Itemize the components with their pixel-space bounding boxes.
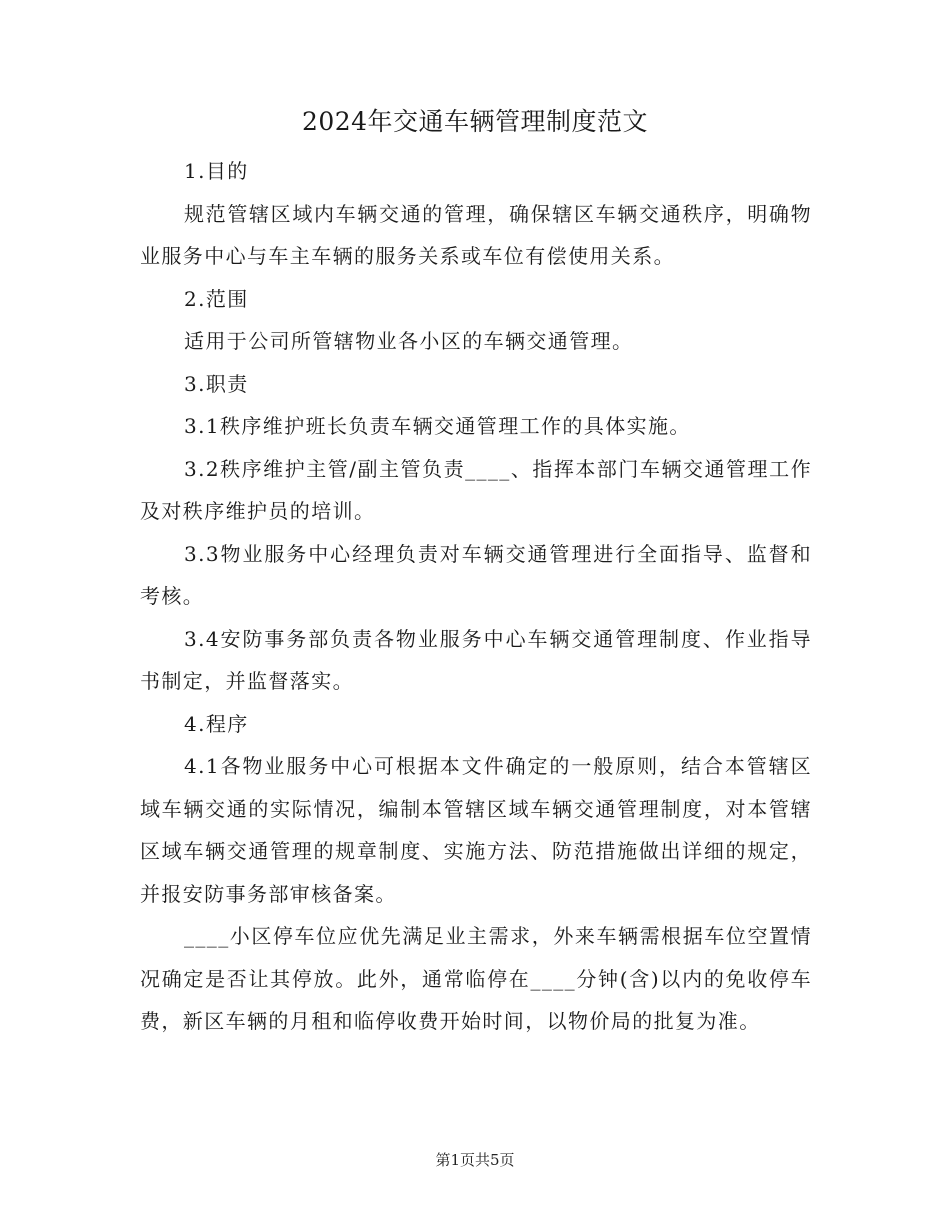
section-heading-scope: 2.范围 <box>184 286 249 311</box>
paragraph-purpose: 规范管辖区域内车辆交通的管理，确保辖区车辆交通秩序，明确物业服务中心与车主车辆的服务关系或车位有偿使用关系。 <box>140 201 812 268</box>
paragraph-3-4: 3.4安防事务部负责各物业服务中心车辆交通管理制度、作业指导书制定，并监督落实。 <box>140 626 812 693</box>
section-heading-purpose: 1.目的 <box>184 159 249 183</box>
document-body <box>140 150 812 1043</box>
paragraph-4-1: 4.1各物业服务中心可根据本文件确定的一般原则，结合本管辖区域车辆交通的实际情况，编制本管辖区域车辆交通管理制度，对本管辖区域车辆交通管理的规章制度、实施方法、防范措施做出详细的规定，并报安防事务部审核备案。 <box>140 754 812 906</box>
document-title: 2024年交通车辆管理制度范文 <box>301 107 649 136</box>
section-heading-procedure: 4.程序 <box>184 711 249 736</box>
paragraph-parking: ____小区停车位应优先满足业主需求，外来车辆需根据车位空置情况确定是否让其停放。此外，通常临停在____分钟(含)以内的免收停车费，新区车辆的月租和临停收费开始时间，以物价局的批复为准。 <box>140 924 812 1033</box>
page-footer: 第1页共5页 <box>435 1151 515 1169</box>
section-heading-responsibilities: 3.职责 <box>184 371 249 396</box>
paragraph-3-3: 3.3物业服务中心经理负责对车辆交通管理进行全面指导、监督和考核。 <box>140 541 812 608</box>
paragraph-3-1: 3.1秩序维护班长负责车辆交通管理工作的具体实施。 <box>184 414 691 438</box>
paragraph-scope: 适用于公司所管辖物业各小区的车辆交通管理。 <box>184 329 634 353</box>
paragraph-3-2: 3.2秩序维护主管/副主管负责____、指挥本部门车辆交通管理工作及对秩序维护员的培训。 <box>140 456 812 523</box>
